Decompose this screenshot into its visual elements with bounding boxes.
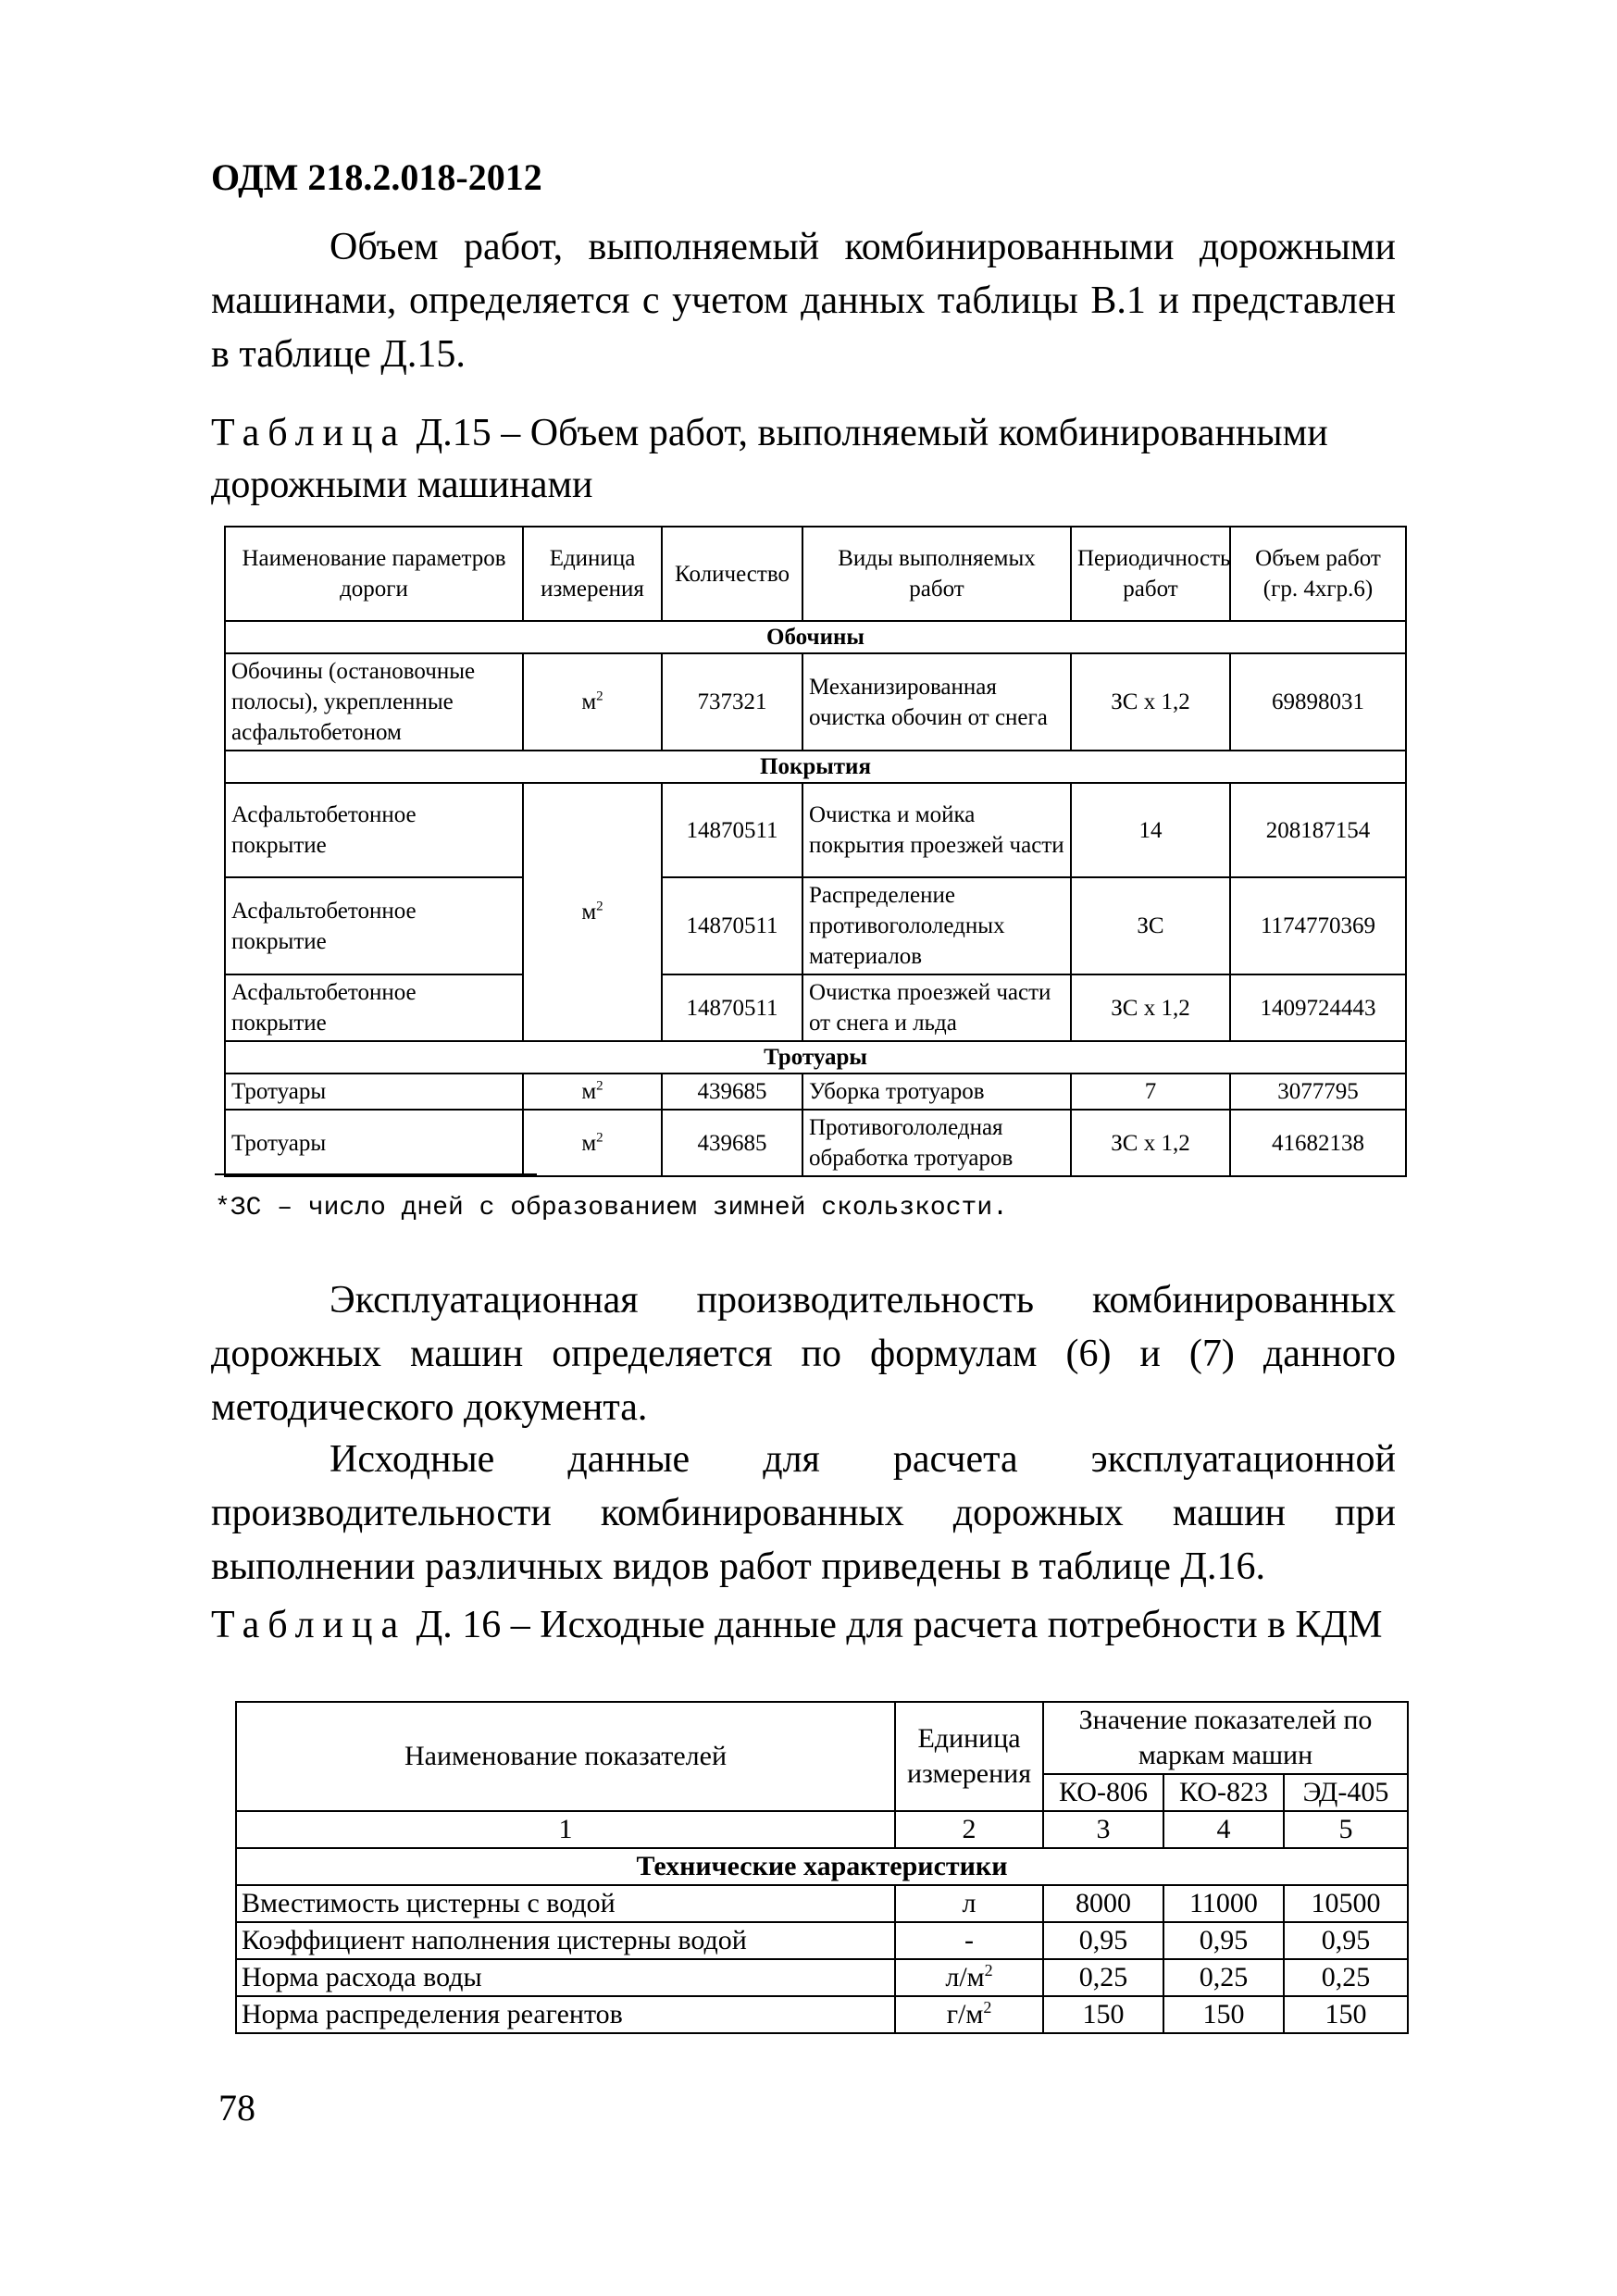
column-number-row [236, 1811, 1408, 1848]
period-cell: ЗС х 1,2 [1071, 974, 1230, 1041]
section-coverings: Покрытия [225, 751, 1406, 783]
footnote: *ЗС – число дней с образованием зимней скользкости. [215, 1194, 1008, 1222]
indicator-name: Норма расхода воды [236, 1959, 895, 1996]
header-cell: Наименование параметров дороги [225, 527, 523, 621]
period-cell: ЗС х 1,2 [1071, 653, 1230, 751]
table-header-row [225, 527, 1406, 621]
table-d16 [235, 1701, 1409, 2034]
table-row [236, 1885, 1408, 1922]
table-row [225, 783, 1406, 877]
paragraph-3: Исходные данные для расчета эксплуатационной производительности комбинированных дорожных машин при выполнении различных видов работ приведены в таблице Д.16. [211, 1438, 1396, 1588]
work-type-cell: Очистка и мойка покрытия проезжей части [802, 783, 1071, 877]
col-number: 3 [1043, 1811, 1163, 1848]
value-ko806: 0,95 [1043, 1922, 1163, 1959]
value-ed405: 150 [1284, 1996, 1408, 2033]
volume-cell: 208187154 [1230, 783, 1406, 877]
qty-cell: 14870511 [662, 974, 802, 1041]
table-row [225, 877, 1406, 974]
work-type-cell: Противогололедная обработка тротуаров [802, 1110, 1071, 1176]
paragraph-2: Эксплуатационная производительность комбинированных дорожных машин определяется по формулам (6) и (7) данного методического документа. [211, 1279, 1396, 1429]
period-cell: ЗС [1071, 877, 1230, 974]
header-cell: Единица измерения [523, 527, 662, 621]
qty-cell: 439685 [662, 1074, 802, 1110]
volume-cell: 69898031 [1230, 653, 1406, 751]
value-ko823: 11000 [1163, 1885, 1284, 1922]
param-name-cell: Тротуары [225, 1074, 523, 1110]
work-type-cell: Механизированная очистка обочин от снега [802, 653, 1071, 751]
table-d16-caption: Таблица Д. 16 – Исходные данные для расчета потребности в КДМ [211, 1604, 1383, 1646]
page-number: 78 [218, 2087, 255, 2128]
unit-cell: $м^2$ [523, 653, 662, 751]
unit-cell: $м^2$ [523, 783, 662, 1041]
col-number: 4 [1163, 1811, 1284, 1848]
section-row [225, 751, 1406, 783]
param-name-cell: Асфальтобетонное покрытие [225, 783, 523, 877]
value-ko806: 0,25 [1043, 1959, 1163, 1996]
header-unit: Единица измерения [895, 1702, 1043, 1811]
value-ko806: 8000 [1043, 1885, 1163, 1922]
value-ed405: 0,25 [1284, 1959, 1408, 1996]
indicator-unit: л [895, 1885, 1043, 1922]
work-type-cell: Уборка тротуаров [802, 1074, 1071, 1110]
param-name-cell: Асфальтобетонное покрытие [225, 877, 523, 974]
table-row [225, 1110, 1406, 1176]
header-name: Наименование показателей [236, 1702, 895, 1811]
header-cell: Периодичность работ [1071, 527, 1230, 621]
work-type-cell: Распределение противогололедных материалов [802, 877, 1071, 974]
header-values-group: Значение показателей по маркам машин [1043, 1702, 1408, 1774]
value-ed405: 0,95 [1284, 1922, 1408, 1959]
table-row [236, 1996, 1408, 2033]
table-header-row [236, 1702, 1408, 1774]
section-row [236, 1848, 1408, 1885]
value-ko823: 0,95 [1163, 1922, 1284, 1959]
indicator-name: Норма распределения реагентов [236, 1996, 895, 2033]
indicator-unit: $г/м^2$ [895, 1996, 1043, 2033]
table-d15 [224, 526, 1407, 1177]
section-row [225, 621, 1406, 653]
section-shoulders: Обочины [225, 621, 1406, 653]
param-name-cell: Тротуары [225, 1110, 523, 1176]
table-row [236, 1959, 1408, 1996]
section-row [225, 1041, 1406, 1074]
volume-cell: 1174770369 [1230, 877, 1406, 974]
table-row [225, 1074, 1406, 1110]
value-ed405: 10500 [1284, 1885, 1408, 1922]
value-ko823: 150 [1163, 1996, 1284, 2033]
col-number: 5 [1284, 1811, 1408, 1848]
unit-cell: $м^2$ [523, 1074, 662, 1110]
section-technical: Технические характеристики [236, 1848, 1408, 1885]
qty-cell: 14870511 [662, 783, 802, 877]
indicator-name: Вместимость цистерны с водой [236, 1885, 895, 1922]
document-code-header: ОДМ 218.2.018-2012 [211, 156, 542, 198]
period-cell: 14 [1071, 783, 1230, 877]
period-cell: 7 [1071, 1074, 1230, 1110]
qty-cell: 439685 [662, 1110, 802, 1176]
table-d15-caption: Таблица Д.15 – Объем работ, выполняемый комбинированными дорожными машинами [211, 412, 1328, 506]
work-type-cell: Очистка проезжей части от снега и льда [802, 974, 1071, 1041]
header-model: ЭД-405 [1284, 1774, 1408, 1811]
volume-cell: 41682138 [1230, 1110, 1406, 1176]
param-name-cell: Обочины (остановочные полосы), укрепленные асфальтобетоном [225, 653, 523, 751]
unit-cell: $м^2$ [523, 1110, 662, 1176]
footnote-rule [215, 1173, 537, 1175]
header-cell: Объем работ (гр. 4хгр.6) [1230, 527, 1406, 621]
table-row [225, 653, 1406, 751]
indicator-unit: $л/м^2$ [895, 1959, 1043, 1996]
intro-paragraph: Объем работ, выполняемый комбинированными дорожными машинами, определяется с учетом данных таблицы В.1 и представлен в таблице Д.15. [211, 226, 1396, 376]
header-cell: Количество [662, 527, 802, 621]
indicator-unit: - [895, 1922, 1043, 1959]
qty-cell: 737321 [662, 653, 802, 751]
header-model: КО-823 [1163, 1774, 1284, 1811]
section-sidewalks: Тротуары [225, 1041, 1406, 1074]
qty-cell: 14870511 [662, 877, 802, 974]
volume-cell: 1409724443 [1230, 974, 1406, 1041]
header-model: КО-806 [1043, 1774, 1163, 1811]
period-cell: ЗС х 1,2 [1071, 1110, 1230, 1176]
col-number: 2 [895, 1811, 1043, 1848]
indicator-name: Коэффициент наполнения цистерны водой [236, 1922, 895, 1959]
table-row [225, 974, 1406, 1041]
header-cell: Виды выполняемых работ [802, 527, 1071, 621]
value-ko823: 0,25 [1163, 1959, 1284, 1996]
col-number: 1 [236, 1811, 895, 1848]
param-name-cell: Асфальтобетонное покрытие [225, 974, 523, 1041]
value-ko806: 150 [1043, 1996, 1163, 2033]
table-row [236, 1922, 1408, 1959]
volume-cell: 3077795 [1230, 1074, 1406, 1110]
